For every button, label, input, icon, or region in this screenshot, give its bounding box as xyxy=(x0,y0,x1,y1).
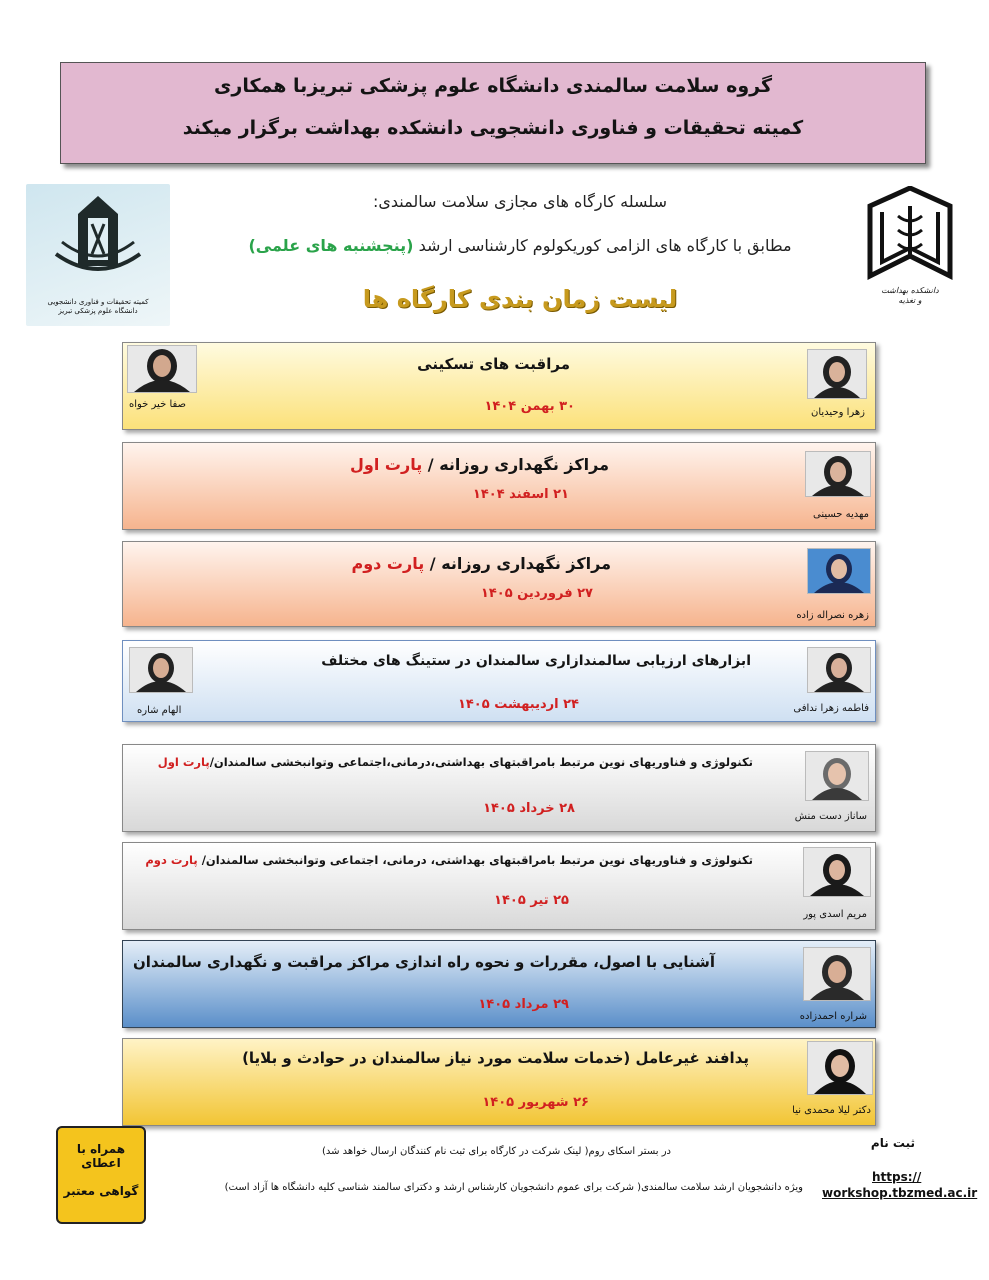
presenter-photo-left xyxy=(129,647,193,693)
header-banner xyxy=(60,62,926,164)
presenter-avatar-icon xyxy=(808,350,866,398)
presenter-name-right: شراره احمدزاده xyxy=(799,1011,867,1022)
skyroom-note: در بستر اسکای روم( لینک شرکت در کارگاه برای ثبت نام کنندگان ارسال خواهد شد) xyxy=(321,1146,671,1157)
register-url[interactable]: workshop.tbzmed.ac.ir xyxy=(822,1186,978,1200)
presenter-name-right: زهرا وحیدیان xyxy=(810,407,865,418)
presenter-photo-right xyxy=(807,548,871,594)
presenter-photo-right xyxy=(803,947,871,1001)
presenter-avatar-icon xyxy=(130,648,192,692)
presenter-name-right: مهدیه حسینی xyxy=(812,509,869,520)
workshop-title: آشنایی با اصول، مقررات و نحوه راه اندازی مراکز مراقبت و نگهداری سالمندان xyxy=(133,953,715,971)
workshop-card-5 xyxy=(122,744,876,832)
workshop-title: پدافند غیرعامل (خدمات سلامت مورد نیاز سالمندان در حوادث و بلایا) xyxy=(242,1049,749,1067)
presenter-photo-right xyxy=(807,349,867,399)
research-committee-emblem-icon xyxy=(26,184,170,294)
presenter-name-left: الهام شاره xyxy=(137,705,182,716)
certificate-line-2: گواهی معتبر xyxy=(63,1184,139,1198)
workshop-date: ۲۴ اردیبهشت ۱۴۰۵ xyxy=(457,697,579,712)
workshop-date: ۳۰ بهمن ۱۴۰۴ xyxy=(484,399,575,414)
workshop-card-8 xyxy=(122,1038,876,1126)
workshop-card-1 xyxy=(122,342,876,430)
workshop-card-2 xyxy=(122,442,876,530)
certificate-scroll xyxy=(56,1126,146,1224)
register-label: ثبت نام xyxy=(870,1136,915,1150)
workshop-title: مراکز نگهداری روزانه / پارت اول xyxy=(350,455,609,474)
presenter-photo-left xyxy=(127,345,197,393)
presenter-photo-right xyxy=(807,647,871,693)
presenter-photo-right xyxy=(805,451,871,497)
workshop-date: ۲۷ فروردین ۱۴۰۵ xyxy=(480,586,593,601)
header-line-1: گروه سلامت سالمندی دانشگاه علوم پزشکی تبریزبا همکاری xyxy=(213,75,772,97)
workshop-card-4 xyxy=(122,640,876,722)
curriculum-subtitle xyxy=(180,236,860,255)
school-of-health-logo xyxy=(860,186,960,326)
presenter-avatar-icon xyxy=(806,752,868,800)
workshop-title: مراکز نگهداری روزانه / پارت دوم xyxy=(351,554,611,573)
workshop-title: تکنولوژی و فناوریهای نوین مرتبط بامراقبتهای بهداشتی، درمانی، اجتماعی وتوانبخشی سالمندان/ پارت دوم xyxy=(145,853,753,867)
presenter-photo-right xyxy=(803,847,871,897)
workshop-title: مراقبت های تسکینی xyxy=(417,355,570,373)
presenter-avatar-icon xyxy=(808,549,870,593)
workshop-title: تکنولوژی و فناوریهای نوین مرتبط بامراقبتهای بهداشتی،درمانی،اجتماعی وتوانبخشی سالمندان/پارت اول xyxy=(157,755,753,769)
workshop-card-7 xyxy=(122,940,876,1028)
audience-note: ویژه دانشجویان ارشد سلامت سالمندی( شرکت برای عموم دانشجویان کارشناس ارشد و دکترای سالمند شناسی کلیه دانشگاه ها آزاد است) xyxy=(224,1182,803,1193)
workshop-date: ۲۹ مرداد ۱۴۰۵ xyxy=(478,997,569,1012)
certificate-line-1: همراه با اعطای xyxy=(76,1142,126,1170)
workshop-date: ۲۱ اسفند ۱۴۰۴ xyxy=(472,487,569,502)
thursdays-text: (پنجشنبه های علمی) xyxy=(248,236,414,255)
workshop-date: ۲۵ تیر ۱۴۰۵ xyxy=(494,893,569,908)
presenter-name-right: ساناز دست منش xyxy=(794,811,867,822)
workshop-card-3 xyxy=(122,541,876,627)
presenter-name-right: زهره نصراله زاده xyxy=(796,610,869,621)
register-url-prefix[interactable]: https:// xyxy=(872,1170,922,1184)
presenter-name-right: مریم اسدی پور xyxy=(803,909,867,920)
research-committee-text: کمیته تحقیقات و فناوری دانشجویی دانشگاه علوم پزشکی تبریز xyxy=(47,298,149,315)
header-line-2: کمیته تحقیقات و فناوری دانشجویی دانشکده بهداشت برگزار میکند xyxy=(182,117,804,139)
workshop-title: ابزارهای ارزیابی سالمندازاری سالمندان در ستینگ های مختلف xyxy=(321,653,751,669)
presenter-name-left: صفا خیر خواه xyxy=(129,399,187,410)
workshop-date: ۲۶ شهریور ۱۴۰۵ xyxy=(482,1095,589,1110)
school-of-health-text: دانشکده بهداشت و تغذیه xyxy=(881,286,939,305)
research-committee-logo xyxy=(26,184,170,326)
presenter-photo-right xyxy=(807,1041,873,1095)
presenter-avatar-icon xyxy=(808,1042,872,1094)
presenter-name-right: فاطمه زهرا ندافی xyxy=(793,703,869,714)
workshop-card-6 xyxy=(122,842,876,930)
presenter-avatar-icon xyxy=(804,948,870,1000)
presenter-photo-right xyxy=(805,751,869,801)
school-of-health-emblem-icon xyxy=(860,186,960,282)
schedule-list-title: لیست زمان بندی کارگاه ها xyxy=(362,285,678,313)
presenter-avatar-icon xyxy=(804,848,870,896)
series-subtitle: سلسله کارگاه های مجازی سلامت سالمندی: xyxy=(372,192,667,211)
presenter-avatar-icon xyxy=(128,346,196,392)
curriculum-text: مطابق با کارگاه های الزامی کوریکولوم کارشناسی ارشد xyxy=(418,236,792,255)
presenter-avatar-icon xyxy=(806,452,870,496)
workshop-date: ۲۸ خرداد ۱۴۰۵ xyxy=(483,801,575,816)
presenter-avatar-icon xyxy=(808,648,870,692)
presenter-name-right: دکتر لیلا محمدی نیا xyxy=(792,1105,871,1116)
